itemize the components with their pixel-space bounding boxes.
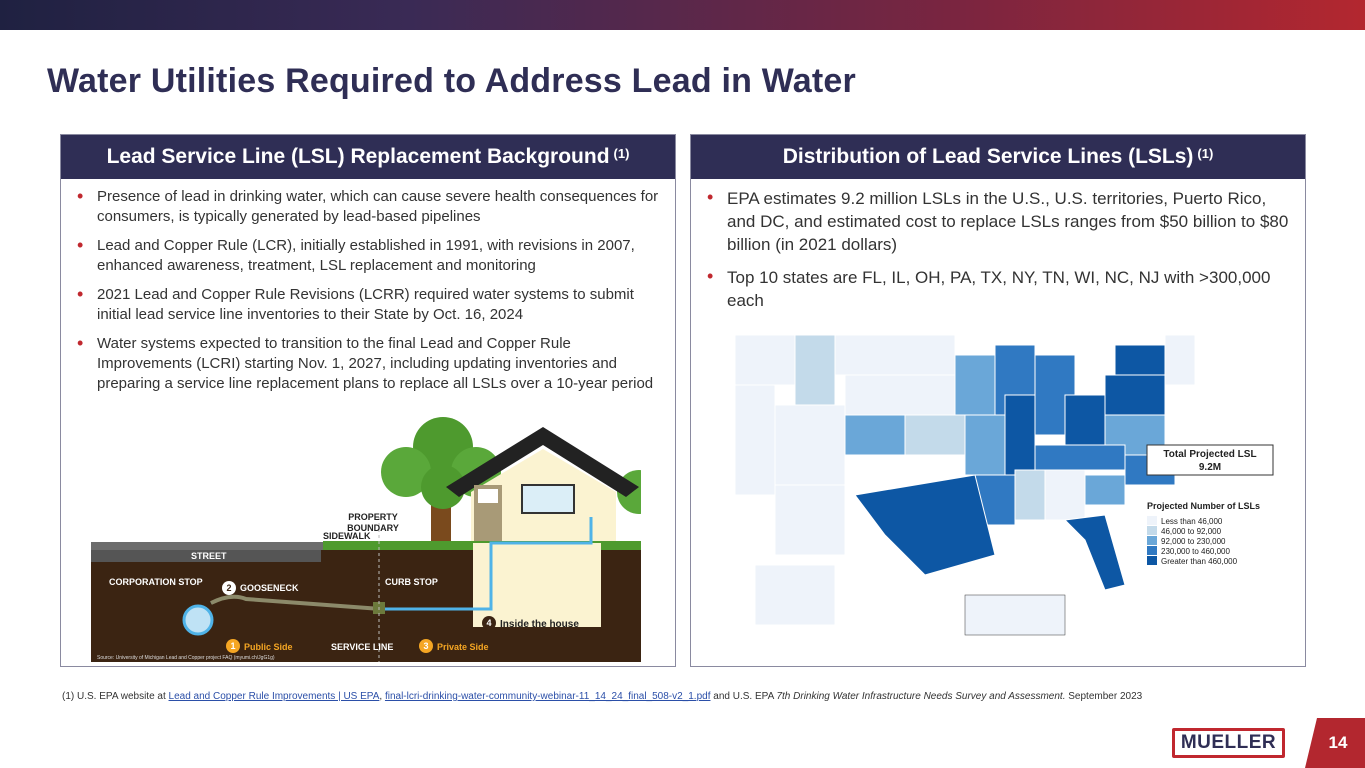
- legend-label: Less than 46,000: [1161, 517, 1223, 526]
- bullet-item: • Presence of lead in drinking water, which can cause severe health consequences for consumers, is typically generated by lead-based pipelines: [77, 187, 661, 227]
- curb-stop-label: CURB STOP: [385, 577, 438, 587]
- map-region: [965, 415, 1005, 475]
- legend-label: 230,000 to 460,000: [1161, 547, 1230, 556]
- corporation-stop-label: CORPORATION STOP: [109, 577, 203, 587]
- map-region: [855, 475, 995, 575]
- total-value: 9.2M: [1198, 462, 1222, 473]
- diagram-source: Source: University of Michigan Lead and Copper project FAQ (myumi.ch/JgG1g): [97, 655, 275, 661]
- map-region: [845, 415, 905, 455]
- map-region: [905, 415, 965, 455]
- lsl-distribution-heading: [691, 135, 1305, 179]
- lsl-background-heading-sup: (1): [613, 145, 630, 161]
- legend-swatch: [1147, 546, 1157, 555]
- map-region: [1015, 470, 1045, 520]
- map-region: [1065, 515, 1125, 590]
- legend-label: Greater than 460,000: [1161, 557, 1238, 566]
- footnote-survey-title: 7th Drinking Water Infrastructure Needs Survey and Assessment.: [776, 691, 1066, 702]
- map-region: [835, 335, 955, 375]
- map-region: [735, 335, 795, 385]
- public-side-label: Public Side: [244, 642, 293, 652]
- service-line-diagram: [91, 417, 641, 662]
- mueller-logo: MUELLER: [1172, 728, 1285, 758]
- map-region: [1165, 335, 1195, 385]
- legend: [1147, 516, 1238, 566]
- map-region: [755, 565, 835, 625]
- map-region: [1005, 395, 1035, 475]
- footnote-separator: ,: [379, 691, 385, 702]
- legend-swatch: [1147, 556, 1157, 565]
- footnote-prefix: (1) U.S. EPA website at: [62, 691, 169, 702]
- inside-number: 4: [486, 618, 492, 628]
- lsl-distribution-heading-sup: (1): [1197, 145, 1214, 161]
- footnote: [62, 691, 1142, 702]
- sidewalk-label: SIDEWALK: [323, 531, 371, 541]
- legend-swatch: [1147, 526, 1157, 535]
- footnote-link-lcri[interactable]: Lead and Copper Rule Improvements | US EPA: [168, 691, 380, 702]
- lsl-distribution-bullets: [691, 179, 1305, 312]
- legend-swatch: [1147, 536, 1157, 545]
- map-region: [735, 385, 775, 495]
- footnote-mid: and U.S. EPA: [710, 691, 777, 702]
- map-region: [955, 355, 995, 415]
- map-region: [795, 335, 835, 405]
- lsl-background-heading-text: Lead Service Line (LSL) Replacement Background: [106, 145, 610, 168]
- map-region: [775, 485, 845, 555]
- map-region: [1085, 475, 1125, 505]
- lsl-background-bullets: [61, 179, 675, 394]
- map-region: [1115, 345, 1165, 375]
- lsl-background-heading: [61, 135, 675, 179]
- bullet-item: • 2021 Lead and Copper Rule Revisions (LCRR) required water systems to submit initial lead service line inventories to their State by Oct. 16, 2024: [77, 285, 661, 325]
- map-region: [775, 405, 845, 485]
- street-label: STREET: [191, 551, 227, 561]
- top-banner: [0, 0, 1365, 30]
- property-boundary-label: BOUNDARY: [347, 523, 399, 533]
- us-lsl-map: [725, 325, 1295, 655]
- map-region: [1065, 395, 1105, 445]
- total-label: Total Projected LSL: [1163, 449, 1257, 460]
- map-region: [1045, 470, 1085, 520]
- bullet-item: • Water systems expected to transition to the final Lead and Copper Rule Improvements (LCRI) starting Nov. 1, 2027, including updating inventories and preparing a service line replacement plans to replace all LSLs over a 10-year period: [77, 334, 661, 394]
- legend-title: Projected Number of LSLs: [1147, 501, 1261, 511]
- door-window: [478, 489, 498, 503]
- map-region: [1105, 375, 1165, 415]
- service-line-label: SERVICE LINE: [331, 642, 394, 652]
- public-number: 1: [230, 641, 236, 651]
- bullet-item: • Top 10 states are FL, IL, OH, PA, TX, NY, TN, WI, NC, NJ with >300,000 each: [707, 266, 1291, 312]
- page-title: Water Utilities Required to Address Lead in Water: [47, 62, 856, 100]
- private-number: 3: [423, 641, 429, 651]
- legend-label: 46,000 to 92,000: [1161, 527, 1222, 536]
- page-number: 14: [1328, 733, 1348, 752]
- map-region: [1035, 445, 1125, 470]
- bullet-item: • EPA estimates 9.2 million LSLs in the U.S., U.S. territories, Puerto Rico, and DC, and estimated cost to replace LSLs ranges from $50 billion to $80 billion (in 2021 dollars): [707, 187, 1291, 256]
- gooseneck-label: GOOSENECK: [240, 583, 299, 593]
- bullet-item: • Lead and Copper Rule (LCR), initially established in 1991, with revisions in 2007, enhanced awareness, treatment, LSL replacement and monitoring: [77, 236, 661, 276]
- lsl-distribution-heading-text: Distribution of Lead Service Lines (LSLs): [782, 145, 1194, 168]
- property-boundary-label: PROPERTY: [348, 512, 398, 522]
- lsl-background-panel: [60, 134, 676, 667]
- map-region: [845, 375, 955, 415]
- lsl-distribution-panel: [690, 134, 1306, 667]
- house-window: [522, 485, 574, 513]
- gooseneck-number: 2: [226, 583, 232, 593]
- footnote-suffix: September 2023: [1065, 691, 1143, 702]
- legend-swatch: [1147, 516, 1157, 525]
- territories-inset: [965, 595, 1065, 635]
- legend-label: 92,000 to 230,000: [1161, 537, 1226, 546]
- footnote-link-webinar[interactable]: final-lcri-drinking-water-community-webinar-11_14_24_final_508-v2_1.pdf: [384, 691, 711, 702]
- private-side-label: Private Side: [437, 642, 489, 652]
- water-main: [184, 606, 212, 634]
- inside-house-label: Inside the house: [500, 619, 579, 630]
